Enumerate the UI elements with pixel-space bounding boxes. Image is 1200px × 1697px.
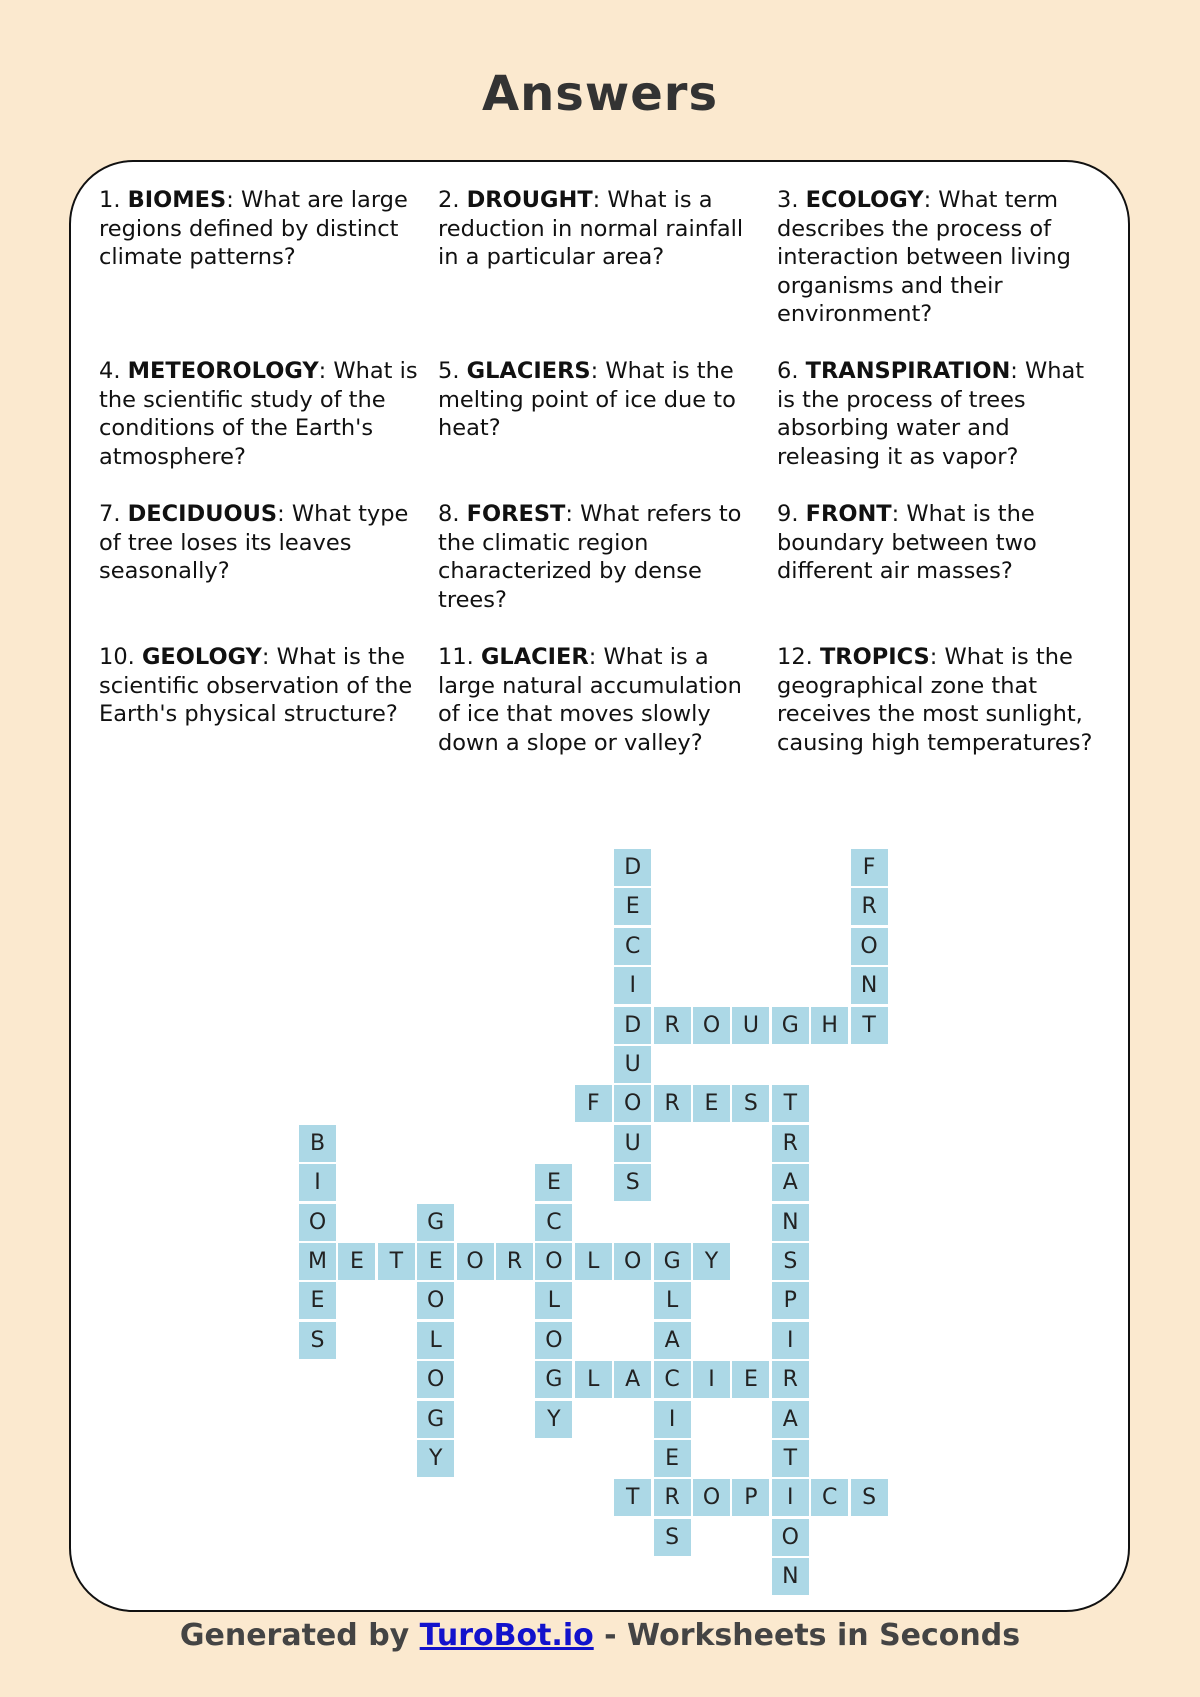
crossword-cell: O xyxy=(417,1282,454,1319)
clue-answer: DECIDUOUS xyxy=(127,501,278,527)
crossword-cell: G xyxy=(535,1361,572,1398)
clue-2 xyxy=(438,186,777,357)
crossword-cell: P xyxy=(732,1479,769,1516)
crossword-cell: F xyxy=(851,849,888,886)
crossword-cell: I xyxy=(299,1164,336,1201)
crossword-cell: G xyxy=(772,1007,809,1044)
footer-suffix: - Worksheets in Seconds xyxy=(593,1618,1021,1653)
crossword-cell: B xyxy=(299,1125,336,1162)
clue-3 xyxy=(777,186,1116,357)
crossword-cell: O xyxy=(693,1007,730,1044)
crossword-cell: Y xyxy=(693,1243,730,1280)
crossword-cell: N xyxy=(772,1558,809,1595)
clue-text: : What are large regions defined by distinct climate patterns? xyxy=(99,187,408,270)
clue-answer: ECOLOGY xyxy=(805,187,924,213)
crossword-cell: C xyxy=(614,928,651,965)
clue-7 xyxy=(99,500,438,643)
crossword-cell: I xyxy=(772,1479,809,1516)
crossword-cell: R xyxy=(654,1479,691,1516)
footer xyxy=(0,1618,1200,1653)
clue-text: : What type of tree loses its leaves seasonally? xyxy=(99,501,409,584)
crossword-cell: P xyxy=(772,1282,809,1319)
crossword-cell: E xyxy=(614,888,651,925)
crossword-cell: O xyxy=(614,1085,651,1122)
clue-number: 11. xyxy=(438,644,474,670)
crossword-cell: E xyxy=(299,1282,336,1319)
crossword-cell: I xyxy=(772,1322,809,1359)
crossword-cell: O xyxy=(535,1243,572,1280)
crossword-cell: S xyxy=(772,1243,809,1280)
clue-answer: GLACIERS xyxy=(466,358,591,384)
clue-answer: TROPICS xyxy=(819,644,930,670)
crossword-cell: O xyxy=(535,1322,572,1359)
clue-text: : What is the process of trees absorbing water and releasing it as vapor? xyxy=(777,358,1085,470)
crossword-cell: O xyxy=(614,1243,651,1280)
crossword-cell: I xyxy=(693,1361,730,1398)
clue-11 xyxy=(438,643,777,793)
turobot-link[interactable]: TuroBot.io xyxy=(419,1618,594,1653)
crossword-cell: R xyxy=(772,1361,809,1398)
crossword-cell: T xyxy=(378,1243,415,1280)
crossword-cell: U xyxy=(732,1007,769,1044)
clue-answer: BIOMES xyxy=(127,187,227,213)
crossword-cell: O xyxy=(851,928,888,965)
clue-list xyxy=(99,186,1119,793)
crossword-cell: S xyxy=(299,1322,336,1359)
clue-8 xyxy=(438,500,777,643)
crossword-cell: R xyxy=(772,1125,809,1162)
crossword-cell: O xyxy=(457,1243,494,1280)
clue-number: 5. xyxy=(438,358,460,384)
clue-text: : What term describes the process of interaction between living organisms and their environment? xyxy=(777,187,1071,327)
crossword-cell: E xyxy=(338,1243,375,1280)
crossword-cell: R xyxy=(654,1007,691,1044)
clue-number: 10. xyxy=(99,644,135,670)
crossword-cell: R xyxy=(496,1243,533,1280)
crossword-cell: S xyxy=(614,1164,651,1201)
crossword-cell: A xyxy=(772,1164,809,1201)
crossword-cell: O xyxy=(299,1204,336,1241)
crossword-cell: Y xyxy=(417,1440,454,1477)
crossword-cell: S xyxy=(851,1479,888,1516)
clue-answer: METEOROLOGY xyxy=(127,358,319,384)
clue-text: : What is the scientific observation of the Earth's physical structure? xyxy=(99,644,413,727)
clue-5 xyxy=(438,357,777,500)
clue-text: : What is a large natural accumulation of ice that moves slowly down a slope or valley? xyxy=(438,644,742,756)
clue-answer: TRANSPIRATION xyxy=(805,358,1011,384)
clue-9 xyxy=(777,500,1116,643)
crossword-cell: R xyxy=(654,1085,691,1122)
crossword-cell: E xyxy=(535,1164,572,1201)
clue-text: : What refers to the climatic region characterized by dense trees? xyxy=(438,501,742,613)
crossword-cell: O xyxy=(772,1519,809,1556)
clue-answer: DROUGHT xyxy=(466,187,593,213)
crossword-cell: C xyxy=(535,1204,572,1241)
crossword-cell: U xyxy=(614,1046,651,1083)
clue-number: 8. xyxy=(438,501,460,527)
crossword-cell: L xyxy=(575,1361,612,1398)
clue-text: : What is the scientific study of the conditions of the Earth's atmosphere? xyxy=(99,358,418,470)
crossword-cell: D xyxy=(614,849,651,886)
clue-number: 1. xyxy=(99,187,121,213)
clue-answer: FOREST xyxy=(466,501,566,527)
crossword-cell: E xyxy=(693,1085,730,1122)
clue-12 xyxy=(777,643,1116,793)
crossword-cell: N xyxy=(851,967,888,1004)
crossword-cell: S xyxy=(732,1085,769,1122)
clue-1 xyxy=(99,186,438,357)
crossword-cell: C xyxy=(654,1361,691,1398)
crossword-cell: U xyxy=(614,1125,651,1162)
clue-text: : What is a reduction in normal rainfall in a particular area? xyxy=(438,187,744,270)
crossword-cell: Y xyxy=(535,1401,572,1438)
clue-number: 9. xyxy=(777,501,799,527)
crossword-cell: E xyxy=(417,1243,454,1280)
crossword-cell: G xyxy=(654,1243,691,1280)
crossword-cell: F xyxy=(575,1085,612,1122)
crossword-cell: L xyxy=(417,1322,454,1359)
crossword-cell: S xyxy=(654,1519,691,1556)
crossword-cell: L xyxy=(654,1282,691,1319)
clue-number: 7. xyxy=(99,501,121,527)
crossword-cell: O xyxy=(417,1361,454,1398)
page-title: Answers xyxy=(481,66,719,122)
crossword-cell: T xyxy=(851,1007,888,1044)
crossword-cell: T xyxy=(772,1085,809,1122)
clue-6 xyxy=(777,357,1116,500)
clue-answer: FRONT xyxy=(805,501,892,527)
crossword-cell: L xyxy=(535,1282,572,1319)
crossword-cell: M xyxy=(299,1243,336,1280)
crossword-cell: N xyxy=(772,1204,809,1241)
crossword-cell: G xyxy=(417,1401,454,1438)
crossword-cell: I xyxy=(654,1401,691,1438)
clue-number: 4. xyxy=(99,358,121,384)
crossword-cell: L xyxy=(575,1243,612,1280)
crossword-cell: D xyxy=(614,1007,651,1044)
crossword-cell: H xyxy=(811,1007,848,1044)
crossword-cell: T xyxy=(614,1479,651,1516)
crossword-cell: G xyxy=(417,1204,454,1241)
crossword-cell: A xyxy=(614,1361,651,1398)
crossword-cell: T xyxy=(772,1440,809,1477)
crossword-cell: O xyxy=(693,1479,730,1516)
clue-4 xyxy=(99,357,438,500)
footer-prefix: Generated by xyxy=(179,1618,420,1653)
crossword-cell: E xyxy=(654,1440,691,1477)
clue-answer: GEOLOGY xyxy=(141,644,262,670)
crossword-cell: C xyxy=(811,1479,848,1516)
crossword-cell: A xyxy=(772,1401,809,1438)
crossword-cell: I xyxy=(614,967,651,1004)
crossword-cell: R xyxy=(851,888,888,925)
clue-text: : What is the geographical zone that receives the most sunlight, causing high temperatures? xyxy=(777,644,1093,756)
crossword-cell: A xyxy=(654,1322,691,1359)
clue-10 xyxy=(99,643,438,793)
clue-text: : What is the boundary between two different air masses? xyxy=(777,501,1037,584)
clue-answer: GLACIER xyxy=(480,644,589,670)
clue-number: 2. xyxy=(438,187,460,213)
clue-number: 3. xyxy=(777,187,799,213)
clue-number: 6. xyxy=(777,358,799,384)
clue-number: 12. xyxy=(777,644,813,670)
clue-text: : What is the melting point of ice due to heat? xyxy=(438,358,736,441)
crossword-cell: E xyxy=(732,1361,769,1398)
